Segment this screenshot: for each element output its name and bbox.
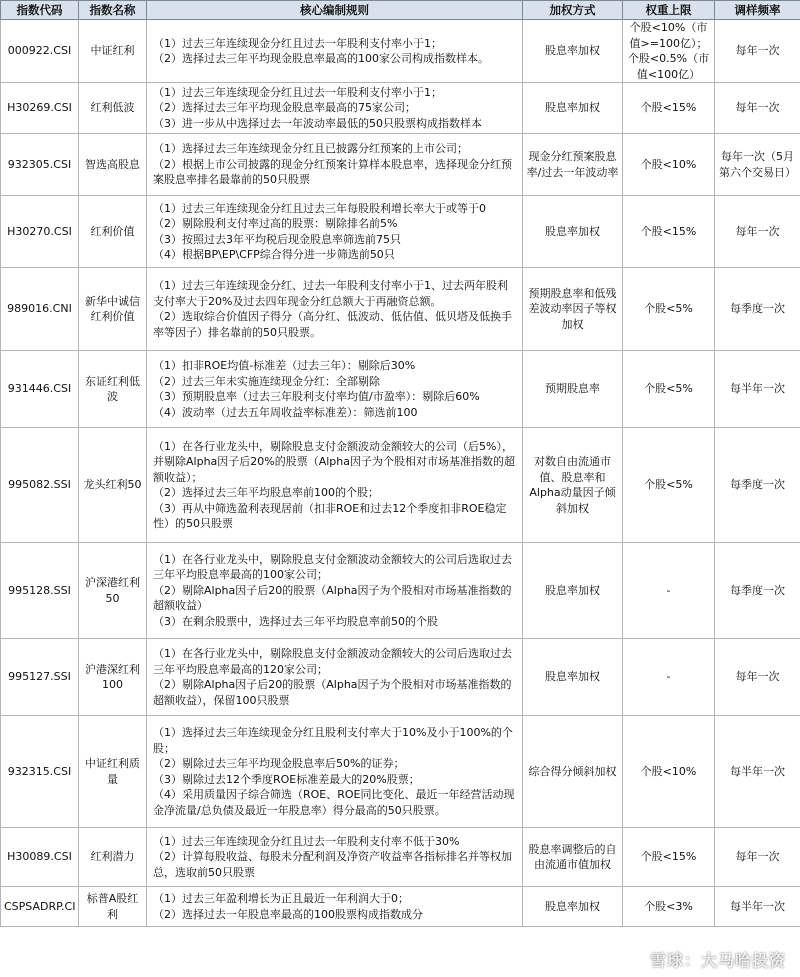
rebalance-frequency-cell: 每半年一次 — [715, 351, 800, 428]
rule-line: （2）剔除Alpha因子后20的股票（Alpha因子为个股相对市场基准指数的超额收益） — [153, 583, 512, 613]
weight-cap-cell: 个股<15% — [623, 83, 715, 134]
weight-cap-cell: 个股<5% — [623, 428, 715, 543]
weighting-cell: 股息率加权 — [523, 20, 623, 83]
weight-cap-cell: 个股<5% — [623, 351, 715, 428]
table-row — [1, 268, 800, 351]
weight-cap-cell: 个股<5% — [623, 268, 715, 351]
weighting-cell: 现金分红预案股息率/过去一年波动率 — [523, 134, 623, 196]
table-row — [1, 543, 800, 639]
rule-line: （1）过去三年盈利增长为正且最近一年利润大于0； — [153, 892, 409, 905]
rules-cell — [147, 716, 523, 828]
weighting-cell: 对数自由流通市值、股息率和Alpha动量因子倾斜加权 — [523, 428, 623, 543]
rules-cell — [147, 828, 523, 887]
rule-line: （2）剔除过去三年平均现金股息率后50%的证券； — [153, 757, 405, 770]
index-code-cell: CSPSADRP.CI — [1, 887, 79, 927]
rule-line: （1）扣非ROE均值-标准差（过去三年）：剔除后30% — [153, 359, 416, 372]
weighting-cell: 股息率加权 — [523, 639, 623, 716]
rule-line: （2）选择过去三年平均现金股息率最高的75家公司； — [153, 101, 416, 115]
index-code-cell: 995128.SSI — [1, 543, 79, 639]
rule-line: （4）根据BP\EP\CFP综合得分进一步筛选前50只 — [153, 248, 395, 261]
rule-line: （1）在各行业龙头中，剔除股息支付金额波动金额较大的公司后选取过去三年平均股息率最高的120家公司； — [153, 647, 512, 676]
index-name-cell: 新华中诚信红利价值 — [79, 268, 147, 351]
rebalance-frequency-cell: 每年一次 — [715, 20, 800, 83]
rebalance-frequency-cell: 每半年一次 — [715, 887, 800, 927]
rebalance-frequency-cell: 每半年一次 — [715, 716, 800, 828]
rule-line: （1）在各行业龙头中，剔除股息支付金额波动金额较大的公司后选取过去三年平均股息率最高的100家公司； — [153, 552, 512, 582]
rule-line: （2）剔除股利支付率过高的股票：剔除排名前5% — [153, 217, 398, 230]
index-name-cell: 沪深港红利50 — [79, 543, 147, 639]
index-name-cell: 红利低波 — [79, 83, 147, 134]
table-row — [1, 887, 800, 927]
index-name-cell: 红利价值 — [79, 196, 147, 268]
watermark: 雪球：大马哈投资 — [649, 951, 786, 970]
rule-line: （1）过去三年连续现金分红且过去三年每股股利增长率大于或等于0 — [153, 201, 486, 215]
header-row — [1, 1, 800, 20]
table-row — [1, 716, 800, 828]
rule-line: （3）按照过去3年平均税后现金股息率筛选前75只 — [153, 232, 401, 246]
rules-cell — [147, 134, 523, 196]
table-row — [1, 639, 800, 716]
weight-cap-cell: - — [623, 543, 715, 639]
header-code: 指数代码 — [1, 1, 79, 20]
rule-line: （1）过去三年连续现金分红且过去一年股利支付率小于1； — [153, 36, 442, 50]
rule-line: （3）预期股息率（过去三年股利支付率均值/市盈率）：剔除后60% — [153, 390, 480, 403]
rebalance-frequency-cell: 每季度一次 — [715, 428, 800, 543]
index-name-cell: 中证红利质量 — [79, 716, 147, 828]
index-code-cell: 989016.CNI — [1, 268, 79, 351]
rebalance-frequency-cell: 每年一次 — [715, 196, 800, 268]
rule-line: （3）进一步从中选择过去一年波动率最低的50只股票构成指数样本 — [153, 116, 482, 130]
rule-line: （2）剔除Alpha因子后20的股票（Alpha因子为个股相对市场基准指数的超额收益），保留100只股票 — [153, 678, 512, 707]
weight-cap-cell: 个股<10% — [623, 716, 715, 828]
rebalance-frequency-cell: 每季度一次 — [715, 543, 800, 639]
index-code-cell: H30089.CSI — [1, 828, 79, 887]
index-name-cell: 沪港深红利100 — [79, 639, 147, 716]
header-cap: 权重上限 — [623, 1, 715, 20]
rules-cell — [147, 351, 523, 428]
weight-cap-cell: 个股<3% — [623, 887, 715, 927]
weighting-cell: 综合得分倾斜加权 — [523, 716, 623, 828]
weight-cap-cell: - — [623, 639, 715, 716]
rebalance-frequency-cell: 每年一次 — [715, 639, 800, 716]
rule-line: （2）计算每股收益、每股未分配利润及净资产收益率各指标排名并等权加总，选取前50只股票 — [153, 850, 512, 879]
rule-line: （3）再从中筛选盈利表现居前（扣非ROE和过去12个季度扣非ROE稳定性）的50只股票 — [153, 501, 507, 530]
rules-cell — [147, 639, 523, 716]
weighting-cell: 预期股息率和低残差波动率因子等权加权 — [523, 268, 623, 351]
table-row — [1, 828, 800, 887]
index-code-cell: H30269.CSI — [1, 83, 79, 134]
table-row — [1, 83, 800, 134]
table-row — [1, 351, 800, 428]
rule-line: （2）选择过去三年平均现金股息率最高的100家公司构成指数样本。 — [153, 52, 489, 65]
table-row — [1, 428, 800, 543]
weight-cap-cell: 个股<10% — [623, 134, 715, 196]
rule-line: （2）选择过去一年股息率最高的100股票构成指数成分 — [153, 907, 423, 921]
rule-line: （1）过去三年连续现金分红且过去一年股利支付率不低于30% — [153, 834, 460, 848]
rule-line: （1）过去三年连续现金分红且过去一年股利支付率小于1； — [153, 85, 442, 99]
rules-cell — [147, 196, 523, 268]
index-name-cell: 东证红利低波 — [79, 351, 147, 428]
rebalance-frequency-cell: 每年一次 — [715, 83, 800, 134]
rule-line: （3）剔除过去12个季度ROE标准差最大的20%股票； — [153, 772, 420, 786]
rule-line: （1）过去三年连续现金分红、过去一年股利支付率小于1、过去两年股利支付率大于20%及过去四年现金分红总额大于再融资总额。 — [153, 279, 508, 308]
header-name: 指数名称 — [79, 1, 147, 20]
table-row — [1, 134, 800, 196]
table-row — [1, 20, 800, 83]
index-name-cell: 红利潜力 — [79, 828, 147, 887]
weighting-cell: 股息率加权 — [523, 83, 623, 134]
weighting-cell: 预期股息率 — [523, 351, 623, 428]
rules-cell — [147, 428, 523, 543]
index-name-cell: 智选高股息 — [79, 134, 147, 196]
rule-line: （4）波动率（过去五年周收益率标准差）：筛选前100 — [153, 405, 418, 419]
rules-cell — [147, 83, 523, 134]
rules-cell — [147, 20, 523, 83]
rule-line: （1）在各行业龙头中，剔除股息支付金额波动金额较大的公司（后5%），并剔除Alpha因子后20%的股票（Alpha因子为个股相对市场基准指数的超额收益）； — [153, 439, 515, 484]
rebalance-frequency-cell: 每年一次（5月第六个交易日） — [715, 134, 800, 196]
rule-line: （3）在剩余股票中，选择过去三年平均股息率前50的个股 — [153, 614, 438, 628]
weighting-cell: 股息率加权 — [523, 196, 623, 268]
rule-line: （2）过去三年未实施连续现金分红：全部剔除 — [153, 374, 380, 388]
rule-line: （2）选择过去三年平均股息率前100的个股； — [153, 486, 379, 499]
header-frequency: 调样频率 — [715, 1, 800, 20]
weight-cap-cell: 个股<15% — [623, 828, 715, 887]
index-code-cell: 932315.CSI — [1, 716, 79, 828]
rule-line: （1）选择过去三年连续现金分红且已披露分红预案的上市公司； — [153, 142, 468, 156]
weighting-cell: 股息率加权 — [523, 887, 623, 927]
weighting-cell: 股息率调整后的自由流通市值加权 — [523, 828, 623, 887]
rebalance-frequency-cell: 每季度一次 — [715, 268, 800, 351]
weight-cap-cell: 个股<15% — [623, 196, 715, 268]
weighting-cell: 股息率加权 — [523, 543, 623, 639]
rules-cell — [147, 543, 523, 639]
table-row — [1, 196, 800, 268]
header-weighting: 加权方式 — [523, 1, 623, 20]
rule-line: （1）选择过去三年连续现金分红且股利支付率大于10%及小于100%的个股； — [153, 726, 513, 755]
rule-line: （2）根据上市公司披露的现金分红预案计算样本股息率，选择现金分红预案股息率排名最靠前的50只股票 — [153, 157, 512, 187]
index-code-cell: 000922.CSI — [1, 20, 79, 83]
rules-cell — [147, 887, 523, 927]
rule-line: （2）选取综合价值因子得分（高分红、低波动、低估值、低贝塔及低换手率等因子）排名靠前的50只股票。 — [153, 310, 512, 339]
rule-line: （4）采用质量因子综合筛选（ROE、ROE同比变化、最近一年经营活动现金净流量/总负债及最近一年股息率）得分最高的50只股票。 — [153, 788, 515, 817]
index-code-cell: 995127.SSI — [1, 639, 79, 716]
index-code-cell: 932305.CSI — [1, 134, 79, 196]
index-name-cell: 标普A股红利 — [79, 887, 147, 927]
index-code-cell: 995082.SSI — [1, 428, 79, 543]
rebalance-frequency-cell: 每年一次 — [715, 828, 800, 887]
weight-cap-cell: 个股<10%（市值>=100亿）；个股<0.5%（市值<100亿） — [623, 20, 715, 83]
header-rules: 核心编制规则 — [147, 1, 523, 20]
rules-cell — [147, 268, 523, 351]
index-code-cell: H30270.CSI — [1, 196, 79, 268]
index-code-cell: 931446.CSI — [1, 351, 79, 428]
index-name-cell: 龙头红利50 — [79, 428, 147, 543]
index-name-cell: 中证红利 — [79, 20, 147, 83]
